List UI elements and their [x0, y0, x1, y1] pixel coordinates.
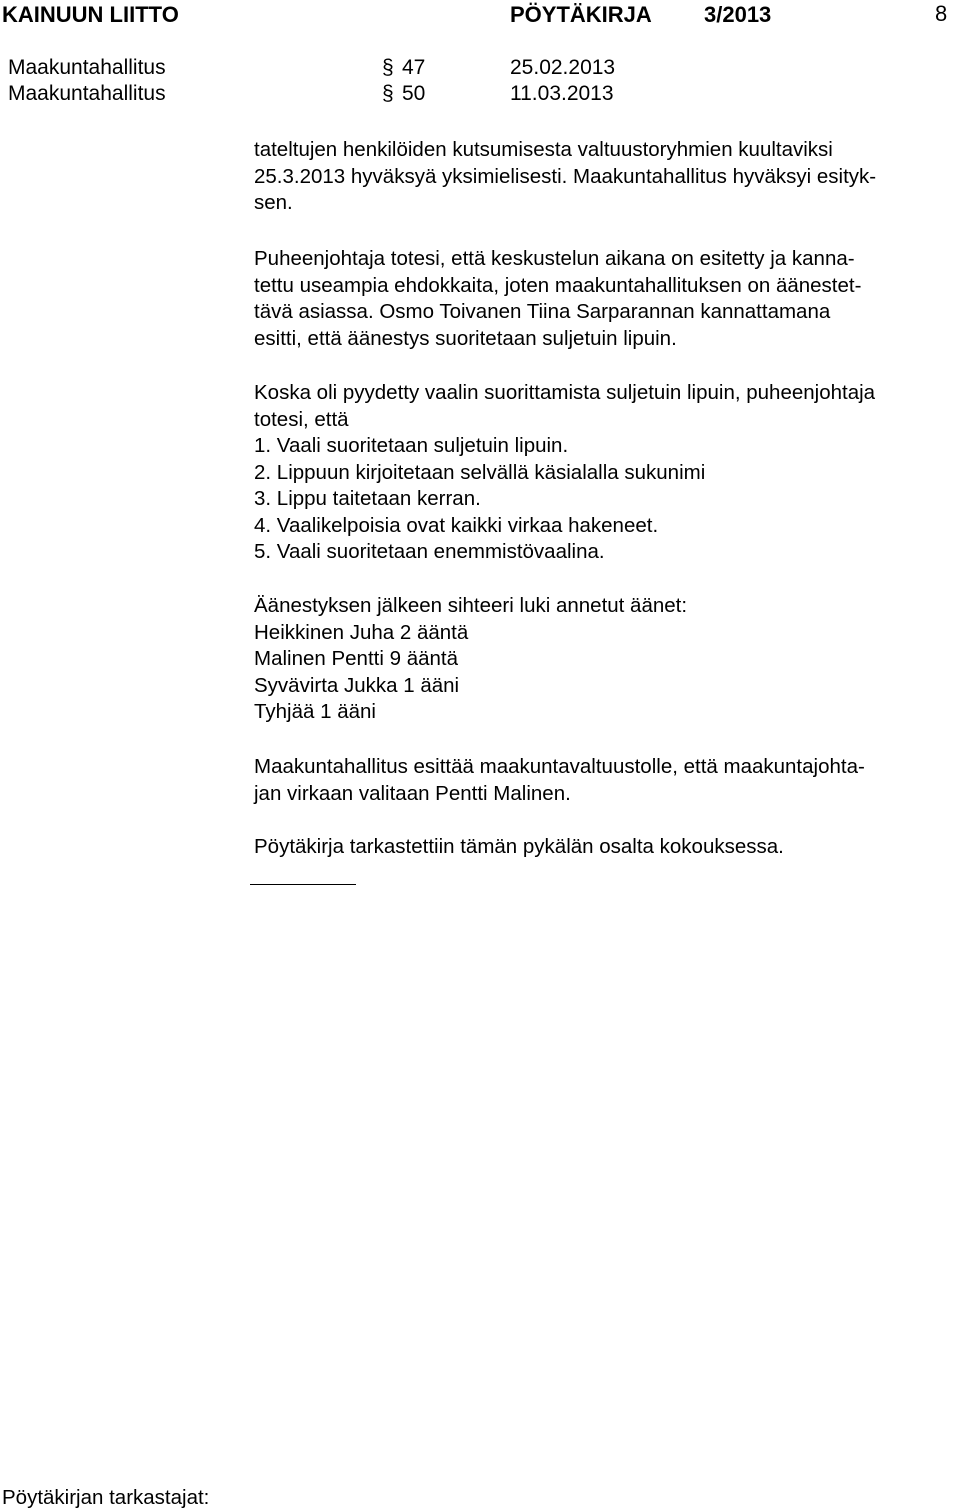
- section-end-rule: [250, 884, 356, 885]
- vote-result-line: Syvävirta Jukka 1 ääni: [254, 673, 460, 697]
- paragraph-continuation: [254, 137, 876, 217]
- list-item: 5. Vaali suoritetaan enemmistövaalina.: [254, 540, 605, 563]
- page-number: 8: [935, 1, 948, 26]
- text-line: esitti, että äänestys suoritetaan suljetuin lipuin.: [254, 326, 677, 350]
- section-sign: §: [382, 82, 394, 105]
- meeting-date: 11.03.2013: [510, 82, 614, 105]
- paragraph-minutes-checked: [254, 834, 784, 861]
- document-type: PÖYTÄKIRJA: [510, 2, 652, 27]
- list-item: 3. Lippu taitetaan kerran.: [254, 487, 481, 510]
- text-line: Koska oli pyydetty vaalin suorittamista suljetuin lipuin, puheenjohtaja: [254, 381, 876, 404]
- section-number: 50: [402, 82, 426, 105]
- list-item: 4. Vaalikelpoisia ovat kaikki virkaa hakeneet.: [254, 513, 659, 537]
- vote-result-line: Malinen Pentti 9 ääntä: [254, 647, 458, 670]
- list-item: 1. Vaali suoritetaan suljetuin lipuin.: [254, 434, 569, 457]
- section-number: 47: [402, 56, 426, 79]
- paragraph-chair-statement: [254, 246, 861, 352]
- text-line: jan virkaan valitaan Pentti Malinen.: [254, 781, 571, 805]
- meeting-date: 25.02.2013: [510, 56, 616, 79]
- text-line: Äänestyksen jälkeen sihteeri luki annetut äänet:: [254, 594, 688, 617]
- paragraph-proposal: [254, 754, 865, 807]
- organization-name: KAINUUN LIITTO: [2, 2, 179, 27]
- text-line: tateltujen henkilöiden kutsumisesta valtuustoryhmien kuultaviksi: [254, 138, 833, 161]
- vote-result-line: Heikkinen Juha 2 ääntä: [254, 620, 469, 644]
- text-line: sen.: [254, 191, 293, 214]
- text-line: Puheenjohtaja totesi, että keskustelun aikana on esitetty ja kanna-: [254, 247, 855, 270]
- vote-result-line: Tyhjää 1 ääni: [254, 700, 376, 723]
- text-line: Maakuntahallitus esittää maakuntavaltuustolle, että maakuntajohta-: [254, 755, 865, 778]
- minutes-checkers-label: Pöytäkirjan tarkastajat:: [2, 1486, 210, 1509]
- list-item: 2. Lippuun kirjoitetaan selvällä käsialalla sukunimi: [254, 460, 706, 484]
- paragraph-vote-results: [254, 593, 687, 726]
- text-line: tävä asiassa. Osmo Toivanen Tiina Sarparannan kannattamana: [254, 300, 831, 323]
- document-number: 3/2013: [704, 2, 772, 27]
- text-line: tettu useampia ehdokkaita, joten maakuntahallituksen on äänestet-: [254, 273, 862, 297]
- section-sign: §: [382, 56, 394, 79]
- text-line: 25.3.2013 hyväksyä yksimielisesti. Maakuntahallitus hyväksyi esityk-: [254, 164, 877, 188]
- paragraph-voting-rules: [254, 380, 875, 566]
- meeting-body: Maakuntahallitus: [8, 82, 166, 105]
- text-line: totesi, että: [254, 407, 349, 431]
- meeting-body: Maakuntahallitus: [8, 56, 166, 79]
- text-line: Pöytäkirja tarkastettiin tämän pykälän osalta kokouksessa.: [254, 835, 784, 858]
